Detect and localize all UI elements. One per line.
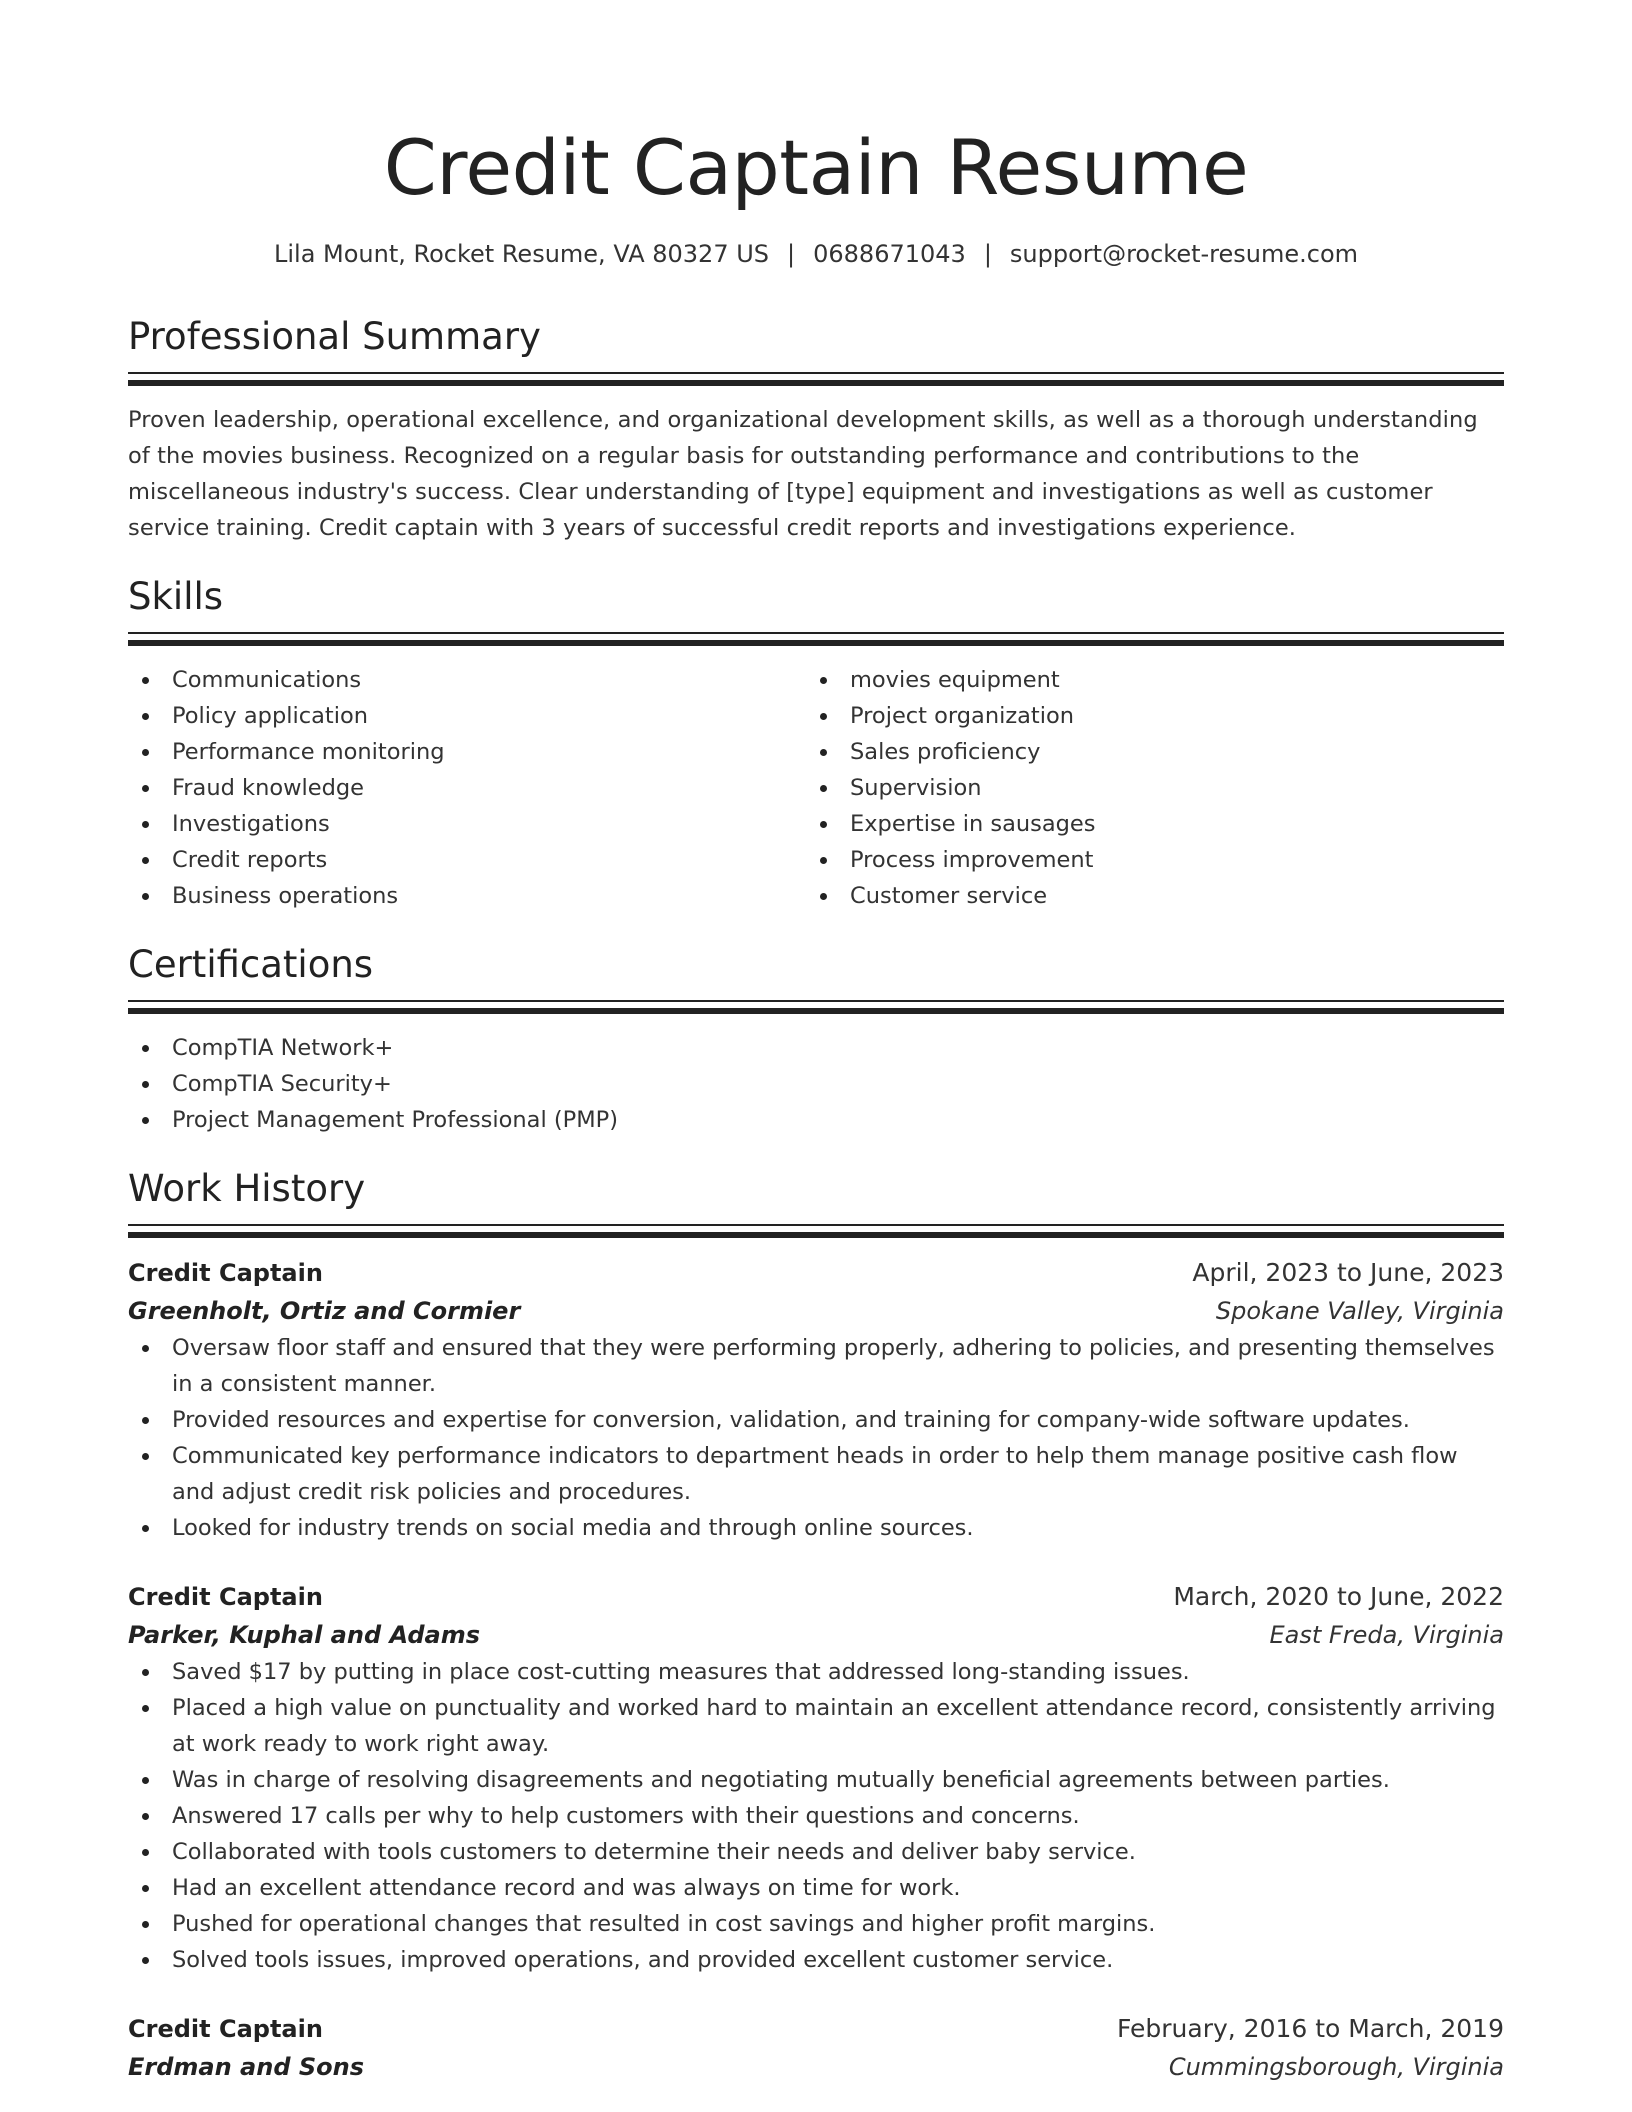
- skill-item: Project organization: [850, 698, 1484, 734]
- job-header-row: [128, 1254, 1504, 1292]
- skill-item: Policy application: [172, 698, 806, 734]
- job-bullet: Provided resources and expertise for conversion, validation, and training for company-wide software updates.: [172, 1402, 1504, 1438]
- job-entry: [128, 2010, 1504, 2086]
- job-entry: [128, 1254, 1504, 1546]
- job-entry: [128, 1578, 1504, 1978]
- skills-section: [128, 574, 1504, 914]
- certification-item: CompTIA Network+: [172, 1030, 1504, 1066]
- certifications-heading: Certifications: [128, 943, 374, 986]
- certification-item: Project Management Professional (PMP): [172, 1102, 1504, 1138]
- summary-text: Proven leadership, operational excellence, and organizational development skills, as well as a thorough understanding of the movies business. Recognized on a regular basis for outstanding performance and contributions to the miscellaneous industry's success. Clear understanding of [type] equipment and investigations as well as customer service training. Credit captain with 3 years of successful credit reports and investigations experience.: [128, 407, 1478, 541]
- job-bullet: Oversaw floor staff and ensured that they were performing properly, adhering to policies, and presenting themselves in a consistent manner.: [172, 1330, 1504, 1402]
- job-title: Credit Captain: [128, 1583, 323, 1611]
- work-history-section: [128, 1166, 1504, 2086]
- job-bullets: [128, 1330, 1504, 1546]
- job-location: Cummingsborough, Virginia: [1168, 2053, 1504, 2081]
- job-bullet: Collaborated with tools customers to determine their needs and deliver baby service.: [172, 1834, 1504, 1870]
- section-rule-thick: [128, 1008, 1504, 1014]
- skill-item: Process improvement: [850, 842, 1484, 878]
- certifications-section: [128, 942, 1504, 1138]
- job-location: Spokane Valley, Virginia: [1215, 1297, 1504, 1325]
- summary-heading: Professional Summary: [128, 315, 541, 358]
- job-dates: February, 2016 to March, 2019: [1116, 2014, 1504, 2043]
- skill-item: Expertise in sausages: [850, 806, 1484, 842]
- skills-heading: Skills: [128, 575, 224, 618]
- certification-item: CompTIA Security+: [172, 1066, 1504, 1102]
- resume-title: Credit Captain Resume: [383, 123, 1249, 212]
- job-bullet: Answered 17 calls per why to help customers with their questions and concerns.: [172, 1798, 1504, 1834]
- section-rule-thin: [128, 1000, 1504, 1002]
- section-rule-thin: [128, 372, 1504, 374]
- job-header-row: [128, 2010, 1504, 2048]
- skills-grid: [128, 662, 1504, 914]
- skill-item: Credit reports: [172, 842, 806, 878]
- work-history-heading: Work History: [128, 1167, 366, 1210]
- job-company-row: [128, 2048, 1504, 2086]
- job-bullet: Was in charge of resolving disagreements and negotiating mutually beneficial agreements between parties.: [172, 1762, 1504, 1798]
- skill-item: movies equipment: [850, 662, 1484, 698]
- job-company: Greenholt, Ortiz and Cormier: [128, 1297, 521, 1325]
- job-dates: March, 2020 to June, 2022: [1173, 1582, 1504, 1611]
- contact-separator: |: [787, 240, 796, 268]
- skill-item: Communications: [172, 662, 806, 698]
- skills-column-right: [806, 662, 1484, 914]
- job-bullet: Saved $17 by putting in place cost-cutting measures that addressed long-standing issues.: [172, 1654, 1504, 1690]
- job-company: Parker, Kuphal and Adams: [128, 1621, 480, 1649]
- job-title: Credit Captain: [128, 2015, 323, 2043]
- contact-phone: 0688671043: [813, 240, 966, 268]
- skill-item: Fraud knowledge: [172, 770, 806, 806]
- contact-line: [128, 238, 1504, 270]
- section-rule-thick: [128, 640, 1504, 646]
- job-bullet: Communicated key performance indicators to department heads in order to help them manage positive cash flow and adjust credit risk policies and procedures.: [172, 1438, 1504, 1510]
- skill-item: Supervision: [850, 770, 1484, 806]
- skill-item: Performance monitoring: [172, 734, 806, 770]
- skill-item: Customer service: [850, 878, 1484, 914]
- contact-separator: |: [983, 240, 992, 268]
- skills-column-left: [128, 662, 806, 914]
- job-company: Erdman and Sons: [128, 2053, 365, 2081]
- job-location: East Freda, Virginia: [1269, 1621, 1504, 1649]
- skills-list-right: [806, 662, 1484, 914]
- job-bullets: [128, 1654, 1504, 1978]
- job-bullet: Placed a high value on punctuality and worked hard to maintain an excellent attendance record, consistently arriving at work ready to work right away.: [172, 1690, 1504, 1762]
- job-dates: April, 2023 to June, 2023: [1192, 1258, 1504, 1287]
- job-title: Credit Captain: [128, 1259, 323, 1287]
- job-bullet: Solved tools issues, improved operations, and provided excellent customer service.: [172, 1942, 1504, 1978]
- section-rule-thin: [128, 632, 1504, 634]
- job-company-row: [128, 1292, 1504, 1330]
- certifications-list: [128, 1030, 1504, 1138]
- section-rule-thick: [128, 380, 1504, 386]
- summary-section: [128, 314, 1504, 546]
- job-bullet: Had an excellent attendance record and was always on time for work.: [172, 1870, 1504, 1906]
- skills-list-left: [128, 662, 806, 914]
- contact-email[interactable]: support@rocket-resume.com: [1009, 240, 1359, 268]
- section-rule-thick: [128, 1232, 1504, 1238]
- skill-item: Investigations: [172, 806, 806, 842]
- job-company-row: [128, 1616, 1504, 1654]
- job-bullet: Pushed for operational changes that resulted in cost savings and higher profit margins.: [172, 1906, 1504, 1942]
- section-rule-thin: [128, 1224, 1504, 1226]
- skill-item: Business operations: [172, 878, 806, 914]
- resume-page: [128, 0, 1504, 2086]
- skill-item: Sales proficiency: [850, 734, 1484, 770]
- contact-address: Lila Mount, Rocket Resume, VA 80327 US: [273, 240, 770, 268]
- job-header-row: [128, 1578, 1504, 1616]
- job-bullet: Looked for industry trends on social media and through online sources.: [172, 1510, 1504, 1546]
